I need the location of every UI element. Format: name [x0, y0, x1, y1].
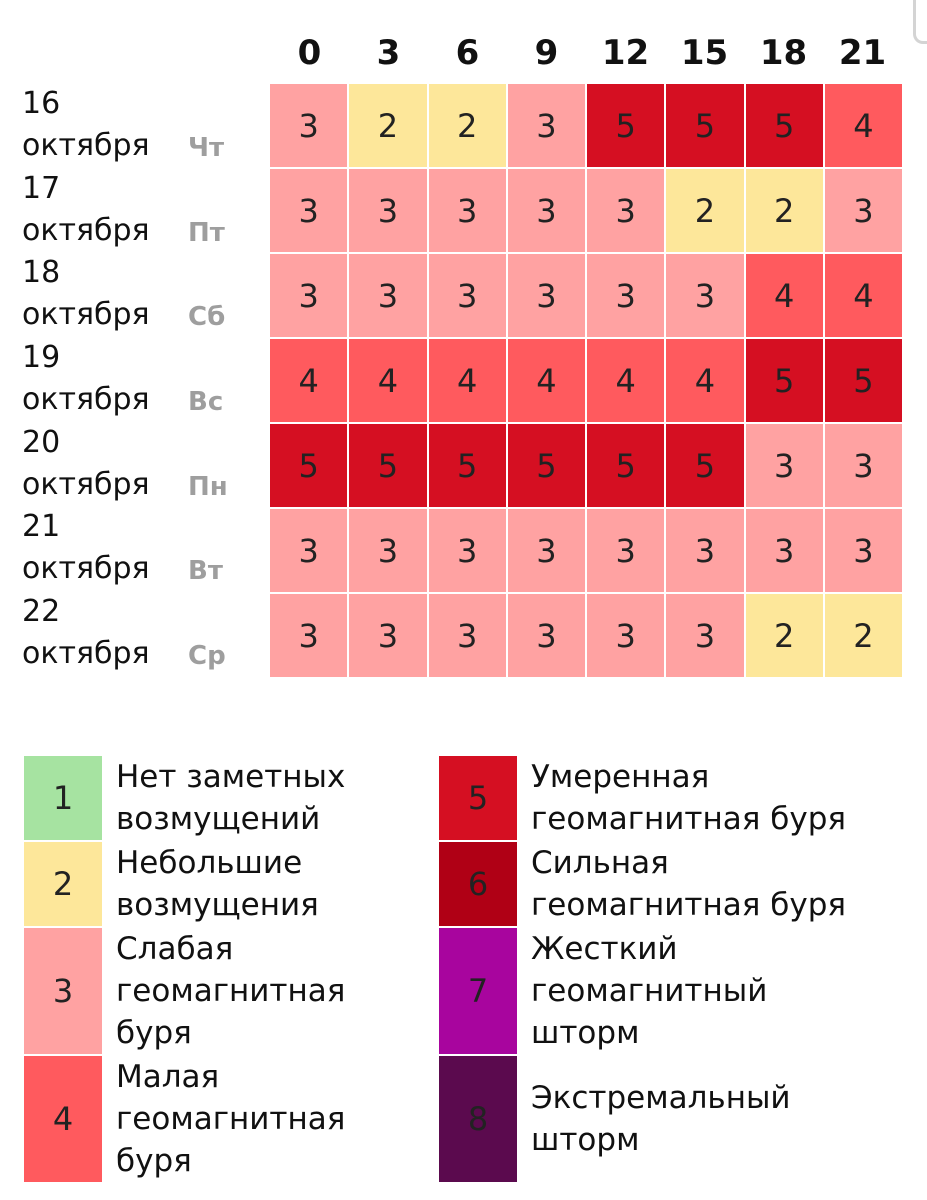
kp-index-grid [270, 84, 902, 677]
kp-cell: 2 [825, 594, 902, 677]
kp-cell: 3 [587, 254, 664, 337]
legend-label: Сильная геомагнитная буря [531, 845, 847, 923]
legend-swatch: 7 [439, 928, 517, 1054]
legend-swatch: 5 [439, 756, 517, 840]
kp-cell: 3 [508, 84, 585, 167]
hour-header: 12 [601, 33, 650, 73]
kp-cell: 3 [270, 509, 347, 592]
kp-cell: 3 [825, 509, 902, 592]
day-label [22, 84, 270, 169]
month-name: октября [22, 382, 150, 418]
day-labels-column [22, 84, 270, 677]
kp-cell: 3 [508, 254, 585, 337]
kp-cell: 5 [508, 424, 585, 507]
kp-cell: 3 [429, 254, 506, 337]
kp-cell: 4 [429, 339, 506, 422]
weekday: Сб [188, 302, 226, 333]
kp-cell: 4 [746, 254, 823, 337]
day-label [22, 423, 270, 508]
month-name: октября [22, 297, 150, 333]
kp-cell: 3 [825, 169, 902, 252]
month-name: октября [22, 212, 150, 248]
kp-cell: 3 [508, 594, 585, 677]
day-label [22, 338, 270, 423]
day-label [22, 592, 270, 677]
kp-cell: 5 [825, 339, 902, 422]
kp-cell: 4 [825, 84, 902, 167]
kp-cell: 3 [587, 509, 664, 592]
kp-cell: 4 [270, 339, 347, 422]
legend-label: Небольшие возмущения [116, 845, 319, 923]
kp-cell: 3 [666, 254, 743, 337]
kp-cell: 3 [666, 594, 743, 677]
kp-cell: 5 [429, 424, 506, 507]
kp-cell: 5 [746, 339, 823, 422]
day-number: 16 [22, 86, 61, 121]
kp-cell: 2 [349, 84, 426, 167]
kp-cell: 3 [825, 424, 902, 507]
scroll-indicator[interactable] [913, 0, 927, 44]
hour-header: 0 [297, 33, 322, 73]
kp-cell: 5 [349, 424, 426, 507]
kp-cell: 4 [587, 339, 664, 422]
kp-cell: 2 [746, 594, 823, 677]
day-number: 19 [22, 340, 61, 376]
kp-cell: 3 [508, 509, 585, 592]
kp-cell: 3 [270, 254, 347, 337]
legend [24, 756, 904, 1184]
kp-cell: 5 [587, 424, 664, 507]
kp-cell: 3 [429, 509, 506, 592]
kp-cell: 2 [666, 169, 743, 252]
legend-swatch: 4 [24, 1056, 102, 1182]
weekday: Вт [188, 556, 223, 587]
hour-header-row [270, 30, 902, 76]
kp-cell: 3 [270, 84, 347, 167]
hour-header: 6 [455, 33, 480, 73]
month-name: октября [22, 636, 150, 672]
day-label [22, 507, 270, 592]
hour-header: 3 [376, 33, 401, 73]
kp-cell: 4 [825, 254, 902, 337]
weekday: Чт [188, 133, 225, 163]
legend-label: Нет заметных возмущений [116, 759, 346, 837]
kp-cell: 3 [349, 509, 426, 592]
kp-cell: 3 [508, 169, 585, 252]
kp-cell: 2 [746, 169, 823, 252]
day-number: 17 [22, 170, 61, 206]
day-number: 22 [22, 594, 61, 630]
day-label [22, 169, 270, 254]
kp-cell: 5 [746, 84, 823, 167]
kp-cell: 3 [429, 594, 506, 677]
legend-swatch: 2 [24, 842, 102, 926]
kp-cell: 5 [270, 424, 347, 507]
legend-label: Жесткий геомагнитный шторм [531, 931, 768, 1051]
kp-cell: 3 [349, 254, 426, 337]
hour-header: 9 [534, 33, 559, 73]
kp-cell: 3 [270, 594, 347, 677]
weekday: Ср [188, 641, 226, 672]
kp-cell: 4 [666, 339, 743, 422]
kp-cell: 3 [746, 509, 823, 592]
kp-cell: 3 [429, 169, 506, 252]
kp-cell: 4 [349, 339, 426, 422]
legend-swatch: 1 [24, 756, 102, 840]
legend-swatch: 3 [24, 928, 102, 1054]
month-name: октября [22, 466, 150, 502]
legend-swatch: 8 [439, 1056, 517, 1182]
kp-cell: 3 [270, 169, 347, 252]
legend-label: Слабая геомагнитная буря [116, 931, 346, 1051]
kp-cell: 2 [429, 84, 506, 167]
hour-header: 21 [838, 33, 887, 73]
weekday: Пт [188, 217, 225, 248]
legend-label: Экстремальный шторм [531, 1080, 791, 1158]
kp-cell: 3 [587, 594, 664, 677]
hour-header: 18 [759, 33, 808, 73]
kp-cell: 3 [587, 169, 664, 252]
kp-cell: 5 [587, 84, 664, 167]
day-number: 21 [22, 509, 61, 545]
legend-swatch: 6 [439, 842, 517, 926]
legend-label: Малая геомагнитная буря [116, 1059, 346, 1179]
month-name: октября [22, 551, 150, 587]
kp-cell: 3 [746, 424, 823, 507]
weekday: Пн [188, 471, 228, 502]
weekday: Вс [188, 387, 224, 418]
kp-cell: 4 [508, 339, 585, 422]
kp-cell: 3 [349, 594, 426, 677]
day-number: 20 [22, 424, 61, 460]
kp-cell: 3 [349, 169, 426, 252]
day-number: 18 [22, 255, 61, 291]
day-label [22, 253, 270, 338]
hour-header: 15 [680, 33, 729, 73]
kp-cell: 5 [666, 84, 743, 167]
legend-label: Умеренная геомагнитная буря [531, 759, 847, 837]
kp-cell: 3 [666, 509, 743, 592]
kp-cell: 5 [666, 424, 743, 507]
month-name: октября [22, 128, 150, 163]
